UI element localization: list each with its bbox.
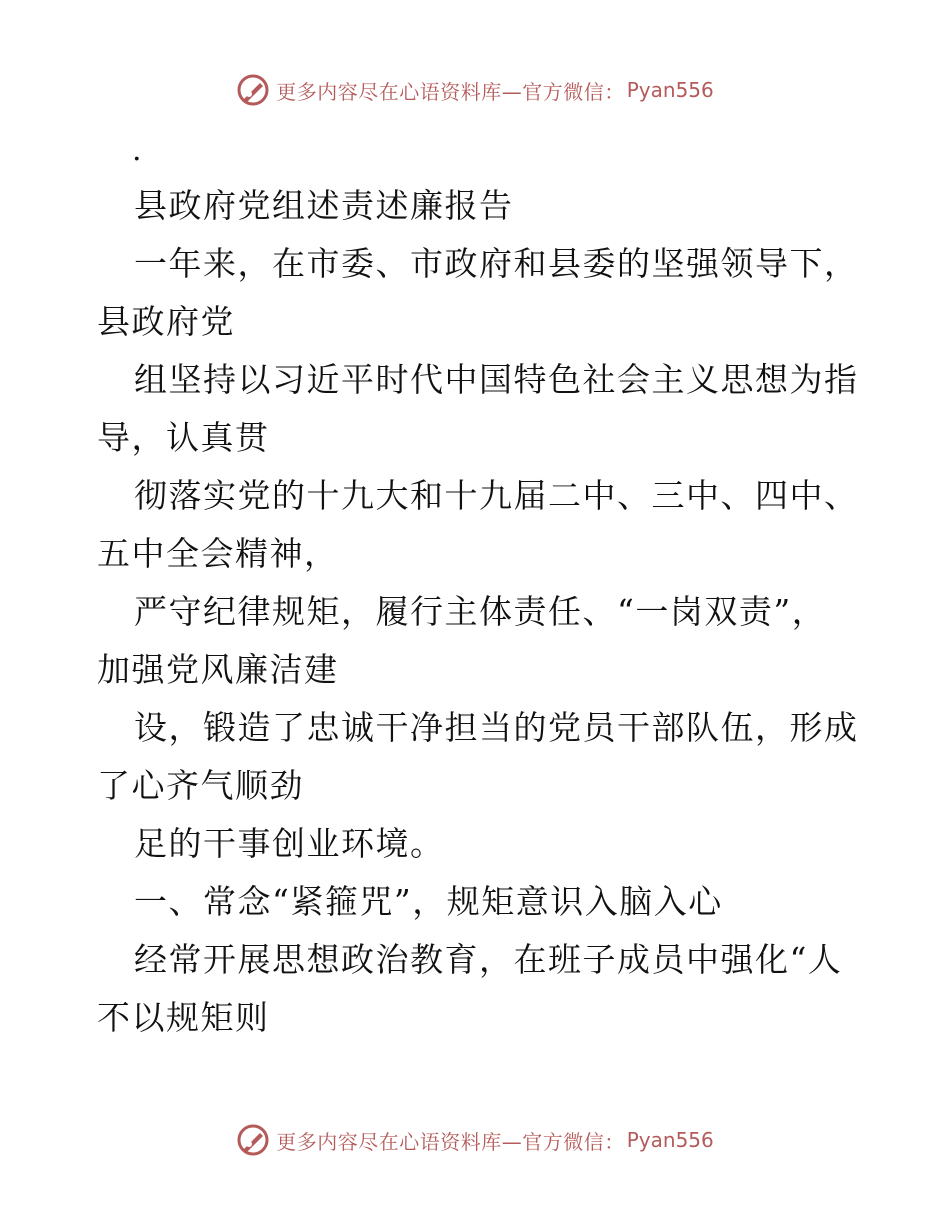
pen-logo-icon xyxy=(236,73,270,107)
paragraph-line: 彻落实党的十九大和十九届二中、三中、四中、 xyxy=(134,476,859,515)
header-watermark xyxy=(0,70,950,110)
footer-watermark xyxy=(0,1120,950,1160)
paragraph-line: 县政府党 xyxy=(97,302,235,341)
paragraph-line: 严守纪律规矩，履行主体责任、“一岗双责”， xyxy=(134,592,827,631)
watermark-text: 更多内容尽在心语资料库—官方微信： xyxy=(276,1129,625,1154)
document-title: 县政府党组述责述廉报告 xyxy=(134,186,514,225)
paragraph-line: 不以规矩则 xyxy=(97,998,270,1037)
paragraph-line: 一年来，在市委、市政府和县委的坚强领导下， xyxy=(134,244,859,283)
pen-logo-icon xyxy=(236,1123,270,1157)
bullet-dot: . xyxy=(132,133,142,168)
paragraph-line: 加强党风廉洁建 xyxy=(97,650,339,689)
paragraph-line: 足的干事创业环境。 xyxy=(134,824,445,863)
paragraph-line: 经常开展思想政治教育，在班子成员中强化“人 xyxy=(134,940,843,979)
paragraph-line: 导，认真贯 xyxy=(97,418,270,457)
paragraph-line: 了心齐气顺劲 xyxy=(97,766,304,805)
watermark-text: 更多内容尽在心语资料库—官方微信： xyxy=(276,79,625,104)
paragraph-line: 设，锻造了忠诚干净担当的党员干部队伍，形成 xyxy=(134,708,859,747)
watermark-wechat-id: Pyan556 xyxy=(626,1128,714,1152)
paragraph-line: 五中全会精神， xyxy=(97,534,339,573)
watermark-wechat-id: Pyan556 xyxy=(626,78,714,102)
section-heading: 一、常念“紧箍咒”，规矩意识入脑入心 xyxy=(134,882,723,921)
paragraph-line: 组坚持以习近平时代中国特色社会主义思想为指 xyxy=(134,360,859,399)
